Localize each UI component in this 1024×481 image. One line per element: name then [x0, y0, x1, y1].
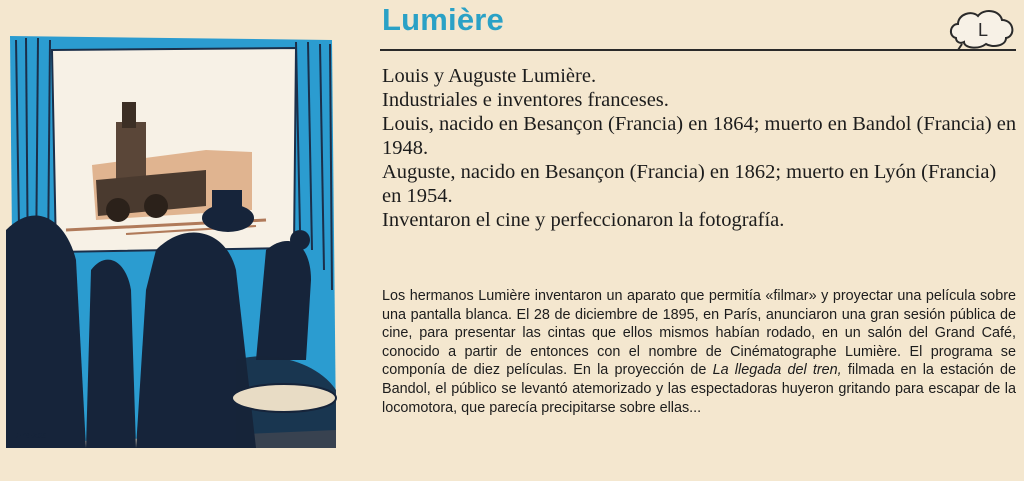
letter-cloud-icon	[948, 6, 1018, 52]
paragraph-text: Los hermanos Lumière inventaron un aparato que permitía «filmar» y proyectar una película sobre una pantalla blanca. El 28 de diciembre de 1895, en París, anunciaron una gran sesión pública de cine, para presentar las cintas que ellos mismos habían rodado, en un salón del Grand Café, conocido a partir de entonces con el nombre de Cinématographe Lumière. El programa se componía de diez películas. En la proyección de	[382, 288, 1016, 379]
fact-line: Inventaron el cine y perfeccionaron la fotografía.	[382, 209, 785, 231]
title-rule	[380, 49, 1016, 51]
badge-letter: L	[977, 20, 989, 40]
description-paragraph	[382, 287, 1016, 417]
artist-signature: Freixas	[16, 430, 47, 441]
fact-line: Louis, nacido en Besançon (Francia) en 1864; muerto en Bandol (Francia) en 1948.	[382, 113, 1017, 159]
biography-facts	[382, 64, 1018, 232]
paragraph-text: filmada en la estación de Bandol, el público se levantó atemorizado y las espectadoras huyeron gritando para escapar de la locomotora, que parecía precipitarse sobre ellas...	[382, 362, 1016, 416]
film-title: La llegada del tren,	[712, 362, 842, 379]
train-screening-illustration	[6, 30, 338, 448]
fact-line: Auguste, nacido en Besançon (Francia) en 1862; muerto en Lyón (Francia) en 1954.	[382, 161, 997, 207]
fact-line: Industriales e inventores franceses.	[382, 89, 669, 111]
page-title: Lumière	[382, 2, 504, 37]
fact-line: Louis y Auguste Lumière.	[382, 65, 597, 87]
